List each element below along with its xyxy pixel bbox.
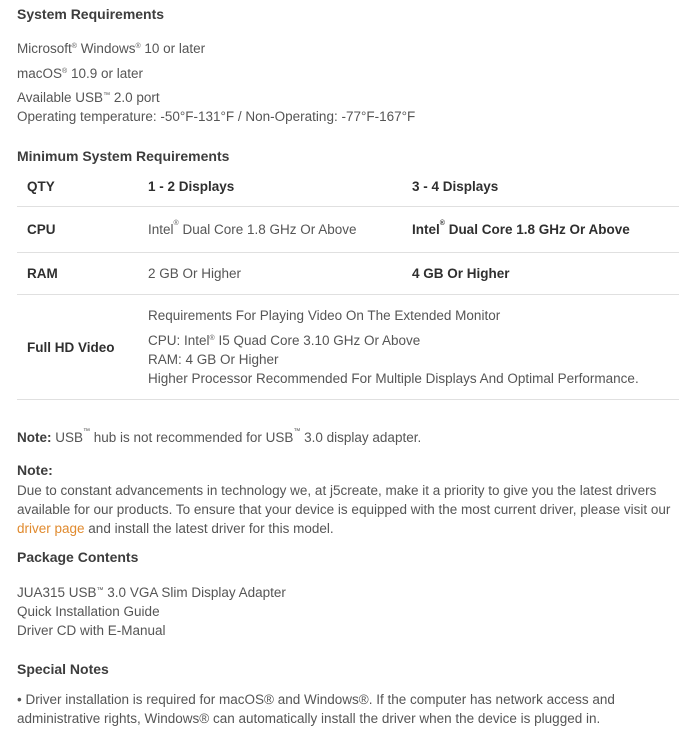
video-line-3: RAM: 4 GB Or Higher xyxy=(148,352,279,367)
text-microsoft: Microsoft xyxy=(17,41,72,56)
table-row-cpu xyxy=(17,207,679,253)
text-jua315: JUA315 USB xyxy=(17,585,97,600)
video-requirements xyxy=(148,295,679,400)
tm-mark: ™ xyxy=(103,92,111,99)
text-usb-port: 2.0 port xyxy=(110,90,160,105)
req-usb xyxy=(17,88,415,107)
text-adapter-name: 3.0 VGA Slim Display Adapter xyxy=(103,585,286,600)
cpu-value-3-4 xyxy=(412,207,679,253)
reg-mark: ® xyxy=(71,43,77,50)
driver-page-link[interactable]: driver page xyxy=(17,521,85,536)
req-macos xyxy=(17,63,415,88)
package-item-guide: Quick Installation Guide xyxy=(17,604,160,619)
tm-mark: ™ xyxy=(96,587,104,594)
req-windows xyxy=(17,38,415,63)
text-usb: Available USB xyxy=(17,90,104,105)
usb-hub-note xyxy=(17,430,421,445)
reg-mark: ® xyxy=(439,220,445,227)
reg-mark: ® xyxy=(135,43,141,50)
video-line-4: Higher Processor Recommended For Multiple Displays And Optimal Performance. xyxy=(148,371,639,386)
special-notes-heading: Special Notes xyxy=(17,661,109,677)
driver-note-body xyxy=(17,481,681,538)
package-contents-heading: Package Contents xyxy=(17,549,139,565)
package-item-driver-cd: Driver CD with E-Manual xyxy=(17,623,166,638)
text-intel: Intel xyxy=(148,222,174,237)
driver-note-text: Due to constant advancements in technology we, at j5create, make it a priority to give you the latest drivers available for our products. To ensure that your device is equipped with the most current driver, please visit our xyxy=(17,483,671,517)
reg-mark: ® xyxy=(62,68,68,75)
system-requirements-list xyxy=(17,38,415,126)
text-cpu-spec: Dual Core 1.8 GHz Or Above xyxy=(178,222,357,237)
tm-mark: ™ xyxy=(293,428,301,435)
text-windows-version: 10 or later xyxy=(140,41,206,56)
text-adapter: 3.0 display adapter. xyxy=(300,430,422,445)
table-row-video xyxy=(17,295,679,400)
text-macos: macOS xyxy=(17,66,63,81)
text-macos-version: 10.9 or later xyxy=(67,66,143,81)
req-temperature: Operating temperature: -50°F-131°F / Non-Operating: -77°F-167°F xyxy=(17,109,416,124)
driver-note-text-end: and install the latest driver for this model. xyxy=(84,521,334,536)
system-requirements-heading: System Requirements xyxy=(17,6,165,22)
cpu-value-1-2 xyxy=(148,207,412,253)
text-cpu-spec: Dual Core 1.8 GHz Or Above xyxy=(444,222,630,237)
text-windows: Windows xyxy=(76,41,136,56)
driver-note-heading: Note: xyxy=(17,462,53,478)
tm-mark: ™ xyxy=(83,428,91,435)
video-line-1: Requirements For Playing Video On The Extended Monitor xyxy=(148,308,501,323)
cpu-label: CPU xyxy=(27,222,56,237)
special-notes-body: • Driver installation is required for macOS® and Windows®. If the computer has network access and administrative rights, Windows® can automatically install the driver when the device is plugged in. xyxy=(17,692,615,726)
package-contents-list xyxy=(17,583,286,640)
ram-value-3-4: 4 GB Or Higher xyxy=(412,266,510,281)
ram-value-1-2: 2 GB Or Higher xyxy=(148,266,242,281)
text-cpu-intel: CPU: Intel xyxy=(148,333,210,348)
text-i5-spec: I5 Quad Core 3.10 GHz Or Above xyxy=(214,333,421,348)
reg-mark: ® xyxy=(173,220,179,227)
text-usb: USB xyxy=(51,430,84,445)
minimum-requirements-table xyxy=(17,166,679,400)
note-label: Note: xyxy=(17,430,52,445)
col-1-2-displays: 1 - 2 Displays xyxy=(148,178,235,194)
minimum-requirements-heading: Minimum System Requirements xyxy=(17,148,230,164)
table-row-header xyxy=(17,166,679,207)
video-label: Full HD Video xyxy=(27,339,115,355)
package-item-adapter xyxy=(17,583,286,602)
qty-label: QTY xyxy=(27,178,55,194)
reg-mark: ® xyxy=(209,335,215,342)
video-line-2 xyxy=(148,331,679,350)
col-3-4-displays: 3 - 4 Displays xyxy=(412,178,499,194)
ram-label: RAM xyxy=(27,266,58,281)
table-row-ram xyxy=(17,253,679,295)
text-intel: Intel xyxy=(412,222,440,237)
text-hub: hub is not recommended for USB xyxy=(90,430,294,445)
